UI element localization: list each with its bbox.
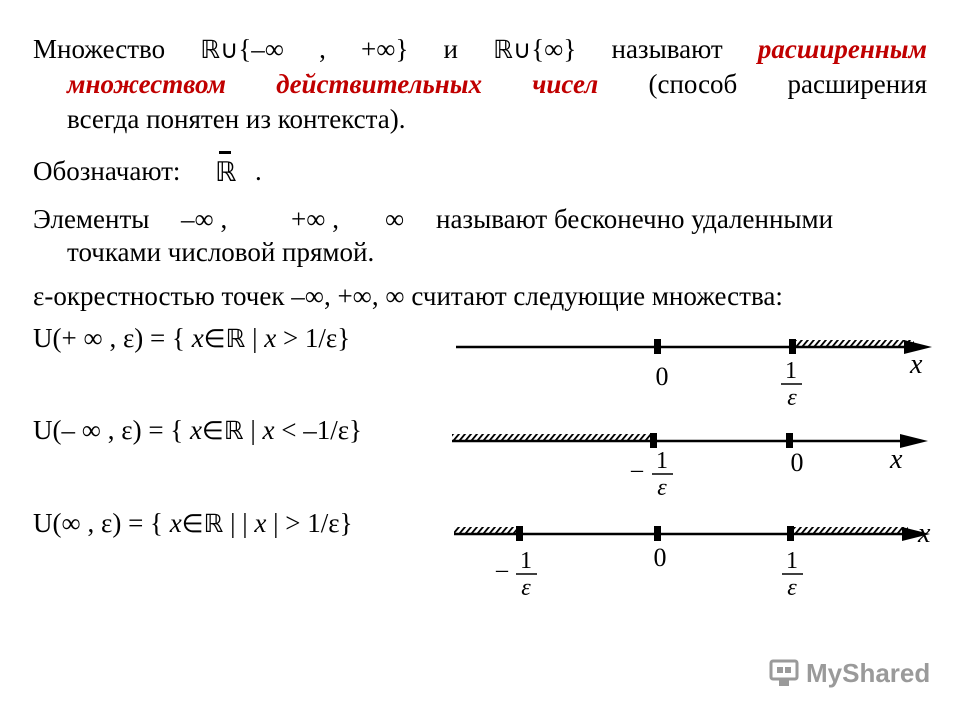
term-extended-rest: множеством действительных чисел: [67, 69, 599, 99]
hatched-region: [794, 340, 914, 346]
para2-label: Обозначают:: [33, 156, 181, 186]
para1-line3: всегда понятен из контекста).: [67, 104, 406, 134]
axis-label-x: x: [918, 518, 931, 549]
hatched-region-left: [454, 527, 516, 533]
label-minus: –: [631, 457, 643, 483]
word-mnozhestvo: Множество: [33, 34, 166, 64]
number-line-minus-inf: [452, 433, 928, 501]
number-line-plus-inf: [456, 339, 932, 411]
word-nazyvayut: называют: [611, 34, 723, 64]
axis-label-x: x: [890, 444, 903, 475]
para3-plus-inf: +∞ ,: [291, 204, 339, 234]
definition-plus-inf: U(+ ∞ , ε) = { x∈ℝ | x > 1/ε}: [33, 323, 351, 353]
definition-inf: U(∞ , ε) = { x∈ℝ | | x | > 1/ε}: [33, 508, 353, 538]
label-one: 1: [785, 358, 797, 384]
term-extended: расширенным: [757, 34, 928, 64]
tick-zero: [786, 433, 793, 448]
watermark-text: MyShared: [806, 658, 931, 688]
label-eps: ε: [521, 575, 531, 601]
para3-inf: ∞: [385, 204, 405, 234]
definition-minus-inf: U(– ∞ , ε) = { x∈ℝ | x < –1/ε}: [33, 415, 363, 445]
axis-arrow: [900, 434, 928, 448]
para3-elementy: Элементы: [33, 204, 150, 234]
hatched-region-right: [792, 527, 908, 533]
hatched-region: [452, 434, 650, 440]
label-eps: ε: [787, 385, 797, 411]
label-zero: 0: [655, 362, 669, 391]
label-one: 1: [520, 548, 532, 574]
word-i: и: [443, 34, 458, 64]
watermark-icon: [768, 656, 802, 690]
label-eps-right: ε: [787, 575, 797, 601]
tick-minus-reciprocal-eps: [650, 433, 657, 448]
tick-zero: [654, 339, 661, 354]
tick-minus-reciprocal-eps: [516, 526, 523, 541]
label-minus: –: [496, 557, 508, 583]
tick-reciprocal-eps: [789, 339, 796, 354]
epsilon-symbol: ε: [33, 281, 45, 311]
para3-rest: называют бесконечно удаленными: [436, 204, 834, 234]
label-zero: 0: [790, 448, 804, 477]
r-bar-symbol: ℝ: [213, 144, 243, 188]
real-set-symbol: ℝ∪{–∞ , +∞}: [200, 34, 409, 64]
label-eps: ε: [657, 475, 667, 501]
tick-reciprocal-eps: [787, 526, 794, 541]
para3-line2: точками числовой прямой.: [67, 237, 375, 267]
tick-zero: [654, 526, 661, 541]
para1-rest: (способ расширения: [648, 69, 928, 99]
axis-label-x: x: [910, 349, 923, 380]
para4-text: -окрестностью точек –∞, +∞, ∞ считают следующие множества:: [44, 281, 783, 311]
para3-minus-inf: –∞ ,: [181, 204, 228, 234]
para2-dot: .: [255, 156, 262, 186]
label-zero: 0: [653, 543, 667, 572]
number-line-inf: [454, 518, 931, 601]
label-one-right: 1: [786, 548, 798, 574]
label-one: 1: [656, 448, 668, 474]
real-set-symbol-2: ℝ∪{∞}: [493, 34, 577, 64]
